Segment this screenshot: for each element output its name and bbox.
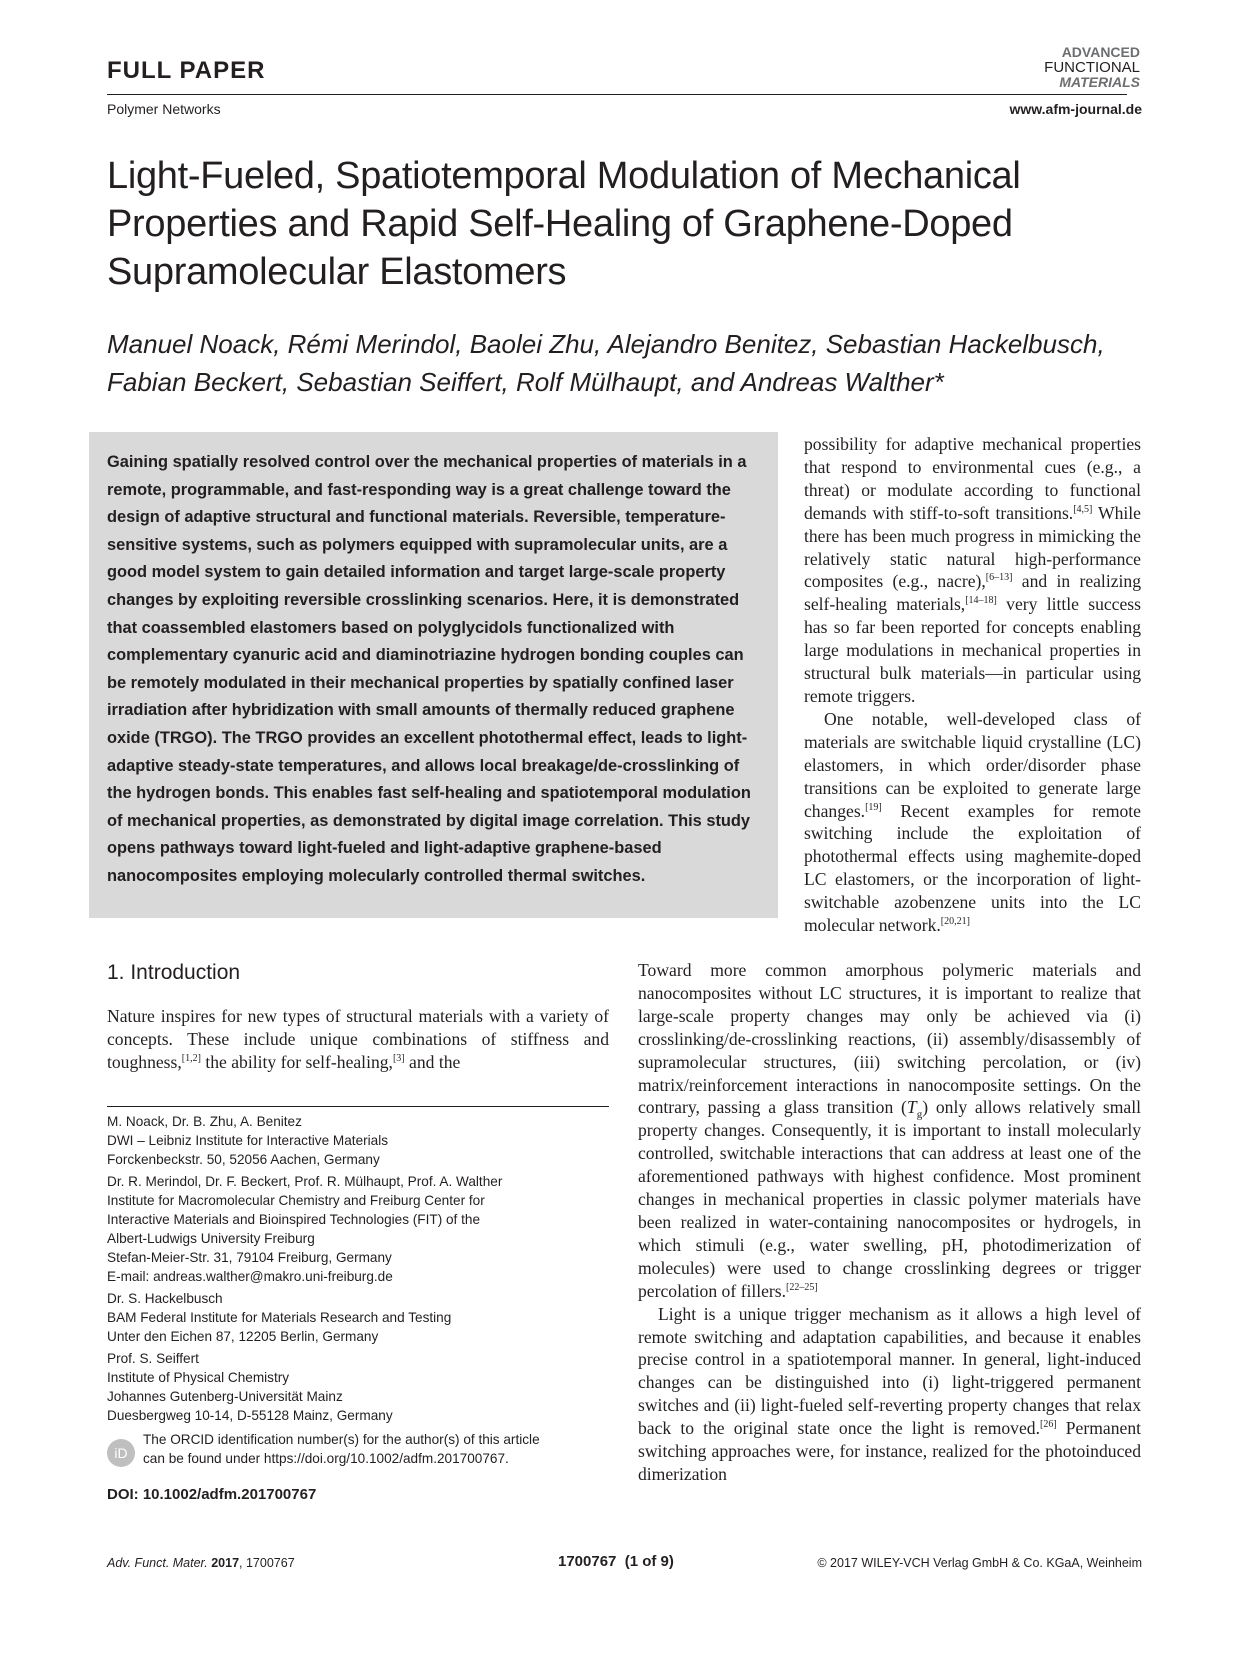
logo-line-1: ADVANCED — [1061, 44, 1140, 60]
affiliation-line: Stefan-Meier-Str. 31, 79104 Freiburg, Germany — [107, 1250, 392, 1265]
body-text: Light is a unique trigger mechanism as it allows a high level of remote switching and adaptation capabilities, and because it enables precise control in a spatiotemporal manner. In general, light-induced changes can be distinguished into (i) light-triggered permanent switches and (ii) light-fueled self-reverting property changes that relax back to the original state once the light is removed. — [638, 1303, 1141, 1439]
intro-paragraph — [107, 1005, 609, 1074]
section-label: Polymer Networks — [107, 101, 221, 117]
affiliations — [107, 1112, 617, 1428]
body-text: and in realizing self-healing materials, — [804, 571, 1141, 615]
citation[interactable]: [22–25] — [786, 1281, 818, 1293]
body-text: and the — [404, 1051, 461, 1072]
body-text: One notable, well-developed class of materials are switchable liquid crystalline (LC) elastomers, in which order/disorder phase transitions can be exploited to generate large changes. — [804, 708, 1141, 821]
body-text: Permanent switching approaches were, for instance, realized for the photoinduced dimerization — [638, 1418, 1142, 1484]
citation[interactable]: [14–18] — [965, 595, 997, 607]
affiliations-divider — [107, 1106, 609, 1107]
affiliation-line: Institute for Macromolecular Chemistry and Freiburg Center for — [107, 1193, 485, 1208]
paper-title: Light-Fueled, Spatiotemporal Modulation of Mechanical Properties and Rapid Self-Healing of Graphene-Doped Supramolecular Elastomers — [107, 155, 1021, 293]
body-text: Nature inspires for new types of structural materials with a variety of concepts. These include unique combinations of stiffness and toughness, — [107, 1006, 609, 1072]
journal-logo — [992, 44, 1142, 90]
logo-line-2: FUNCTIONAL — [1044, 59, 1140, 76]
affiliation-line: Interactive Materials and Bioinspired Technologies (FIT) of the — [107, 1212, 481, 1227]
body-text: the ability for self-healing, — [200, 1051, 393, 1072]
citation[interactable]: [4,5] — [1073, 503, 1093, 515]
affiliation-block — [107, 1289, 617, 1346]
citation[interactable]: [20,21] — [940, 916, 970, 928]
footer-citation — [107, 1556, 295, 1570]
citation[interactable]: [1,2] — [181, 1052, 201, 1064]
right-column-bottom — [638, 959, 1141, 1486]
affiliation-line: BAM Federal Institute for Materials Research and Testing — [107, 1310, 452, 1325]
citation[interactable]: [26] — [1039, 1419, 1057, 1431]
body-text: very little success has so far been reported for concepts enabling large modulations in mechanical properties in structural bulk materials—in particular using remote triggers. — [804, 594, 1141, 706]
affiliation-line: Johannes Gutenberg-Universität Mainz — [107, 1389, 343, 1404]
footer-year: 2017 — [211, 1556, 240, 1570]
author-list: Manuel Noack, Rémi Merindol, Baolei Zhu, Alejandro Benitez, Sebastian Hackelbusch, Fabian Beckert, Sebastian Seiffert, Rolf Mülhaupt, and Andreas Walther* — [107, 329, 1105, 397]
header-divider — [107, 94, 1127, 95]
affiliation-block — [107, 1172, 617, 1286]
citation[interactable]: [19] — [865, 801, 882, 813]
affiliation-line: Prof. S. Seiffert — [107, 1351, 199, 1366]
paragraph — [804, 708, 1141, 937]
paragraph — [638, 1303, 1141, 1486]
abstract-text: Gaining spatially resolved control over the mechanical properties of materials in a remote, programmable, and fast-responding way is a great challenge toward the design of adaptive structural and functional materials. Reversible, temperature-sensitive systems, such as polymers equipped with supramolecular units, are a good model system to gain detailed information and target large-scale property changes by exploiting reversible crosslinking scenarios. Here, it is demonstrated that coassembled elastomers based on polyglycidols functionalized with complementary cyanuric acid and diaminotriazine hydrogen bonding couples can be remotely modulated in their mechanical properties by spatially confined laser irradiation after hybridization with small amounts of thermally reduced graphene oxide (TRGO). The TRGO provides an excellent photothermal effect, leads to light-adaptive steady-state temperatures, and allows local breakage/de-crosslinking of the hydrogen bonds. This enables fast self-healing and spatiotemporal modulation of mechanical properties, as demonstrated by digital image correlation. This study opens pathways toward light-fueled and light-adaptive graphene-based nanocomposites employing molecularly controlled thermal switches. — [107, 453, 751, 885]
affiliation-line: Dr. S. Hackelbusch — [107, 1291, 223, 1306]
right-column-top — [804, 433, 1141, 937]
footer-journal: Adv. Funct. Mater. — [107, 1556, 208, 1570]
copyright-notice: © 2017 WILEY-VCH Verlag GmbH & Co. KGaA, Weinheim — [817, 1556, 1142, 1570]
section-heading: 1. Introduction — [107, 961, 241, 984]
citation[interactable]: [3] — [392, 1052, 405, 1064]
doi-link[interactable]: DOI: 10.1002/adfm.201700767 — [107, 1486, 317, 1503]
affiliation-line: Albert-Ludwigs University Freiburg — [107, 1231, 315, 1246]
journal-url[interactable]: www.afm-journal.de — [1009, 101, 1142, 117]
footer-article: , 1700767 — [239, 1556, 295, 1570]
body-text: ) only allows relatively small property changes. Consequently, it is important to install molecularly controlled, switchable interactions that can address at least one of the aforementioned pathways with highest confidence. Most prominent changes in mechanical properties in classic polymer materials have been realized in water-containing nanocomposites or hydrogels, in which stimuli (e.g., water swelling, pH, photodimerization of molecules) were used to change crosslinking degrees or trigger percolation of fillers. — [638, 1097, 1141, 1301]
orcid-icon: iD — [107, 1439, 135, 1467]
body-text: Recent examples for remote switching include the exploitation of photothermal effects using maghemite-doped LC elastomers, or the incorporation of light-switchable azobenzene units into the LC molecular network. — [804, 800, 1141, 936]
journal-logo-graphic — [992, 44, 1142, 90]
paper-type-label: FULL PAPER — [107, 57, 266, 84]
affiliation-line: M. Noack, Dr. B. Zhu, A. Benitez — [107, 1114, 302, 1129]
affiliation-line: Unter den Eichen 87, 12205 Berlin, Germany — [107, 1329, 379, 1344]
body-text: While there has been much progress in mimicking the relatively static natural high-performance composites (e.g., nacre), — [804, 502, 1141, 592]
orcid-line: The ORCID identification number(s) for the author(s) of this article — [143, 1432, 540, 1447]
logo-line-3: MATERIALS — [1059, 74, 1140, 90]
affiliation-block — [107, 1112, 617, 1169]
symbol-subscript: g — [916, 1108, 923, 1121]
affiliation-line: Forckenbeckstr. 50, 52056 Aachen, Germany — [107, 1152, 380, 1167]
symbol: T — [906, 1097, 917, 1118]
page-number: 1700767 (1 of 9) — [558, 1553, 674, 1570]
affiliation-line: Dr. R. Merindol, Dr. F. Beckert, Prof. R. Mülhaupt, Prof. A. Walther — [107, 1174, 503, 1189]
affiliation-line: Duesbergweg 10-14, D-55128 Mainz, Germany — [107, 1408, 393, 1423]
citation[interactable]: [6–13] — [985, 572, 1013, 584]
affiliation-email[interactable]: E-mail: andreas.walther@makro.uni-freiburg.de — [107, 1269, 393, 1284]
affiliation-line: Institute of Physical Chemistry — [107, 1370, 290, 1385]
body-text: Toward more common amorphous polymeric materials and nanocomposites without LC structures, it is important to realize that large-scale property changes may only be achieved via (i) crosslinking/de-crosslinking reactions, (ii) assembly/disassembly of supramolecular structures, (iii) switching percolation, or (iv) matrix/reinforcement interactions in nanocomposite settings. On the contrary, passing a glass transition ( — [638, 960, 1141, 1118]
body-text: possibility for adaptive mechanical properties that respond to environmental cues (e.g., a threat) or modulate according to functional demands with stiff-to-soft transitions. — [804, 434, 1141, 523]
orcid-link[interactable]: can be found under https://doi.org/10.1002/adfm.201700767. — [143, 1451, 509, 1466]
affiliation-block — [107, 1349, 617, 1425]
orcid-note — [143, 1430, 613, 1468]
affiliation-line: DWI – Leibniz Institute for Interactive Materials — [107, 1133, 389, 1148]
